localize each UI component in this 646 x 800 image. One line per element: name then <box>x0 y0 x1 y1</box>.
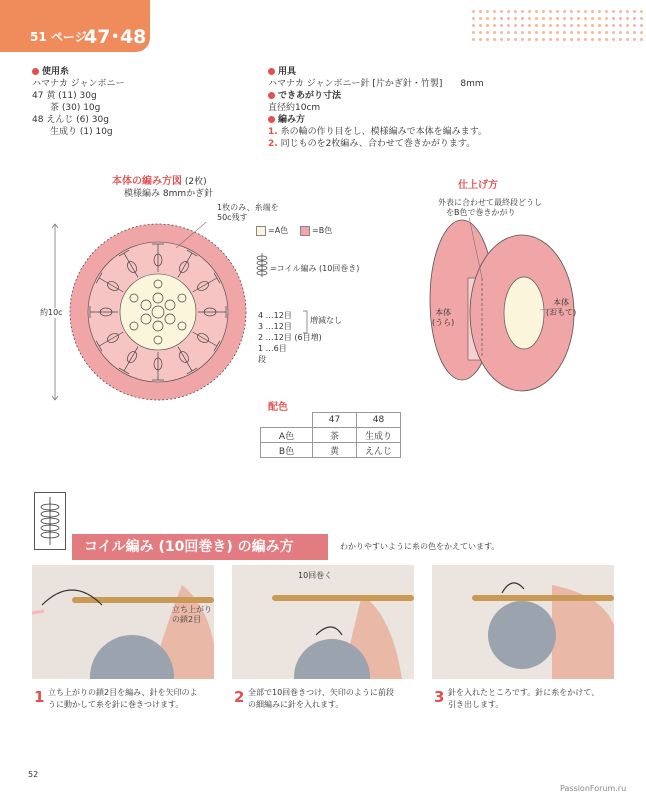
size-line: 直径約10cm <box>268 103 321 113</box>
row-item: 3 …12目 <box>258 322 292 331</box>
step-text: 引き出します。 <box>448 700 504 709</box>
yarn-line: 生成り (1) 10g <box>32 127 113 137</box>
dimension-label: 約10c <box>40 308 63 317</box>
yarn-line: ハマナカ ジャンボニー <box>32 79 125 89</box>
coil-note: わかりやすいように糸の色をかえています。 <box>340 542 500 551</box>
page-number: 52 <box>28 770 39 779</box>
table-cell: えんじ <box>357 443 401 458</box>
table-cell: 茶 <box>313 428 357 443</box>
table-cell: B色 <box>261 443 313 458</box>
step-text: 針を入れたところです。針に糸をかけて、 <box>448 688 600 697</box>
legend-swatch-a <box>256 226 266 236</box>
method-step-text: 同じものを2枚編み、合わせて巻きかがります。 <box>280 139 476 149</box>
finish-note: をB色で巻きかがり <box>446 208 516 217</box>
table-cell: 生成り <box>357 428 401 443</box>
finish-title: 仕上げ方 <box>458 180 498 191</box>
table-cell <box>261 413 313 428</box>
table-cell: 48 <box>357 413 401 428</box>
yarn-end-note: 1枚のみ、糸端を <box>217 203 279 212</box>
pattern-numbers: 47･48 <box>84 26 147 48</box>
method-step-number: 2. <box>268 139 278 149</box>
page-header-tab <box>0 0 150 52</box>
front-label <box>546 298 576 318</box>
step-text: うに動かして糸を針に巻きつけます。 <box>48 700 184 709</box>
tool-heading: 用具 <box>268 66 487 78</box>
step-text: の細編みに針を入れます。 <box>248 700 344 709</box>
tools-section <box>268 66 487 150</box>
yarn-heading: 使用糸 <box>32 66 125 78</box>
step-text: 立ち上がりの鎖2目を編み、針を矢印のよ <box>48 688 198 697</box>
size-heading: できあがり寸法 <box>268 90 487 102</box>
front-label-line: 本体 <box>553 298 570 307</box>
color-table <box>260 412 401 458</box>
photo-illustration <box>432 565 614 679</box>
method-step-number: 1. <box>268 127 278 137</box>
diagram-subtitle: 模様編み 8mmかぎ針 <box>124 189 214 199</box>
center-a-color <box>120 274 196 350</box>
coil-stitch-icon <box>35 493 65 549</box>
legend-coil-label: =コイル編み (10回巻き) <box>270 264 360 273</box>
method-heading: 編み方 <box>268 114 487 126</box>
back-label-line: (うら) <box>432 318 455 327</box>
rows-note: 増減なし <box>310 316 342 325</box>
method-step-2 <box>268 138 487 150</box>
coil-banner: コイル編み (10回巻き) の編み方 <box>72 534 328 560</box>
back-label-line: 本体 <box>435 308 452 317</box>
watermark: PassionForum.ru <box>560 784 627 793</box>
coil-symbol-box <box>34 492 66 550</box>
yarn-end-note: 50c残す <box>217 213 248 222</box>
dot-pattern-decoration <box>470 8 646 42</box>
method-step-text: 糸の輪の作り目をし、模様編みで本体を編みます。 <box>280 127 487 137</box>
diagram-count: (2枚) <box>184 177 207 187</box>
yarn-line: 茶 (30) 10g <box>32 103 101 113</box>
legend-a-label: =A色 <box>268 226 289 235</box>
diagram-title-text: 本体の編み方図 <box>112 176 182 187</box>
yarn-line: 47 黄 (11) 30g <box>32 91 97 101</box>
page-reference: 51 ページ <box>30 30 87 44</box>
yarn-line: 48 えんじ (6) 30g <box>32 115 109 125</box>
step-photo-1 <box>32 565 214 679</box>
coil-stitch-icon <box>256 252 268 278</box>
step-photo-3 <box>432 565 614 679</box>
photo-illustration <box>232 565 414 679</box>
legend-swatch-b <box>300 226 310 236</box>
row-item: 1 …6目 <box>258 344 287 353</box>
back-label <box>432 308 454 328</box>
row-item: 4 …12目 <box>258 311 292 320</box>
table-cell: 47 <box>313 413 357 428</box>
color-table-title: 配色 <box>268 402 288 413</box>
tool-line: ハマナカ ジャンボニー針 [片かぎ針・竹製] 8mm <box>268 79 484 89</box>
step-number: 2 <box>234 688 245 706</box>
photo-1-label: 立ち上がりの鎖2目 <box>172 605 212 624</box>
front-label-line: (おもて) <box>546 308 577 317</box>
table-header-row <box>261 413 401 428</box>
diagram-title <box>112 176 207 188</box>
method-step-1 <box>268 126 487 138</box>
crochet-chart <box>68 222 248 402</box>
table-cell: A色 <box>261 428 313 443</box>
table-cell: 黄 <box>313 443 357 458</box>
table-row <box>261 428 401 443</box>
legend-b-label: =B色 <box>312 226 333 235</box>
row-unit: 段 <box>258 355 266 364</box>
step-number: 3 <box>434 688 445 706</box>
photo-2-label: 10回巻く <box>298 571 333 580</box>
table-row <box>261 443 401 458</box>
row-item: 2 …12目 (6目増) <box>258 333 322 342</box>
bracket <box>302 310 310 334</box>
step-number: 1 <box>34 688 45 706</box>
step-photo-2 <box>232 565 414 679</box>
yarn-section <box>32 66 125 138</box>
step-text: 全部で10回巻きつけ、矢印のように前段 <box>248 688 394 697</box>
finish-note: 外表に合わせて最終段どうし <box>438 198 542 207</box>
